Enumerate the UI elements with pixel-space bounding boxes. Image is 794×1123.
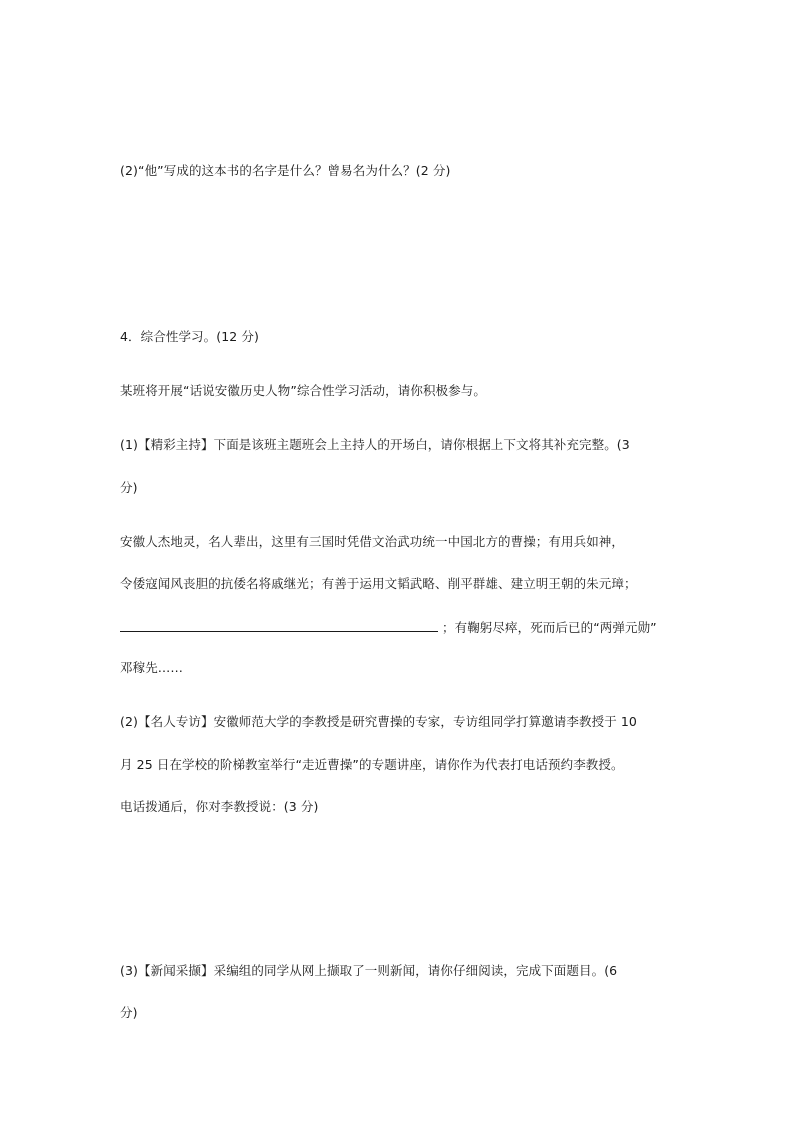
question-4-2-line1: (2)【名人专访】安徽师范大学的李教授是研究曹操的专家，专访组同学打算邀请李教授于 10 [120,714,637,729]
question-4-3-line1: (3)【新闻采撷】采编组的同学从网上撷取了一则新闻，请你仔细阅读，完成下面题目。(6 [120,963,618,978]
question-4-2-line2: 月 25 日在学校的阶梯教室举行“走近曹操”的专题讲座，请你作为代表打电话预约李教授。 [120,757,624,772]
question-3-2: (2)“他”写成的这本书的名字是什么？曾易名为什么？(2 分) [120,163,451,178]
passage-line-3 [120,619,657,636]
question-4-title: 4．综合性学习。(12 分) [120,329,259,344]
passage-line-3-text: ；有鞠躬尽瘁，死而后已的“两弹元勋” [442,620,657,635]
passage-line-4: 邓稼先…… [120,660,184,675]
question-4-intro: 某班将开展“话说安徽历史人物”综合性学习活动，请你积极参与。 [120,383,486,398]
question-4-3-line2: 分) [120,1005,138,1020]
answer-blank[interactable] [120,619,438,632]
question-4-1-prompt-line1: (1)【精彩主持】下面是该班主题班会上主持人的开场白，请你根据上下文将其补充完整。(3 [120,437,630,452]
question-4-1-prompt-line2: 分) [120,480,138,495]
question-4-2-line3: 电话拨通后，你对李教授说：(3 分) [120,799,319,814]
passage-line-2: 令倭寇闻风丧胆的抗倭名将戚继光；有善于运用文韬武略、削平群雄、建立明王朝的朱元璋； [120,576,637,591]
passage-line-1: 安徽人杰地灵，名人辈出，这里有三国时凭借文治武功统一中国北方的曹操；有用兵如神， [120,534,625,549]
